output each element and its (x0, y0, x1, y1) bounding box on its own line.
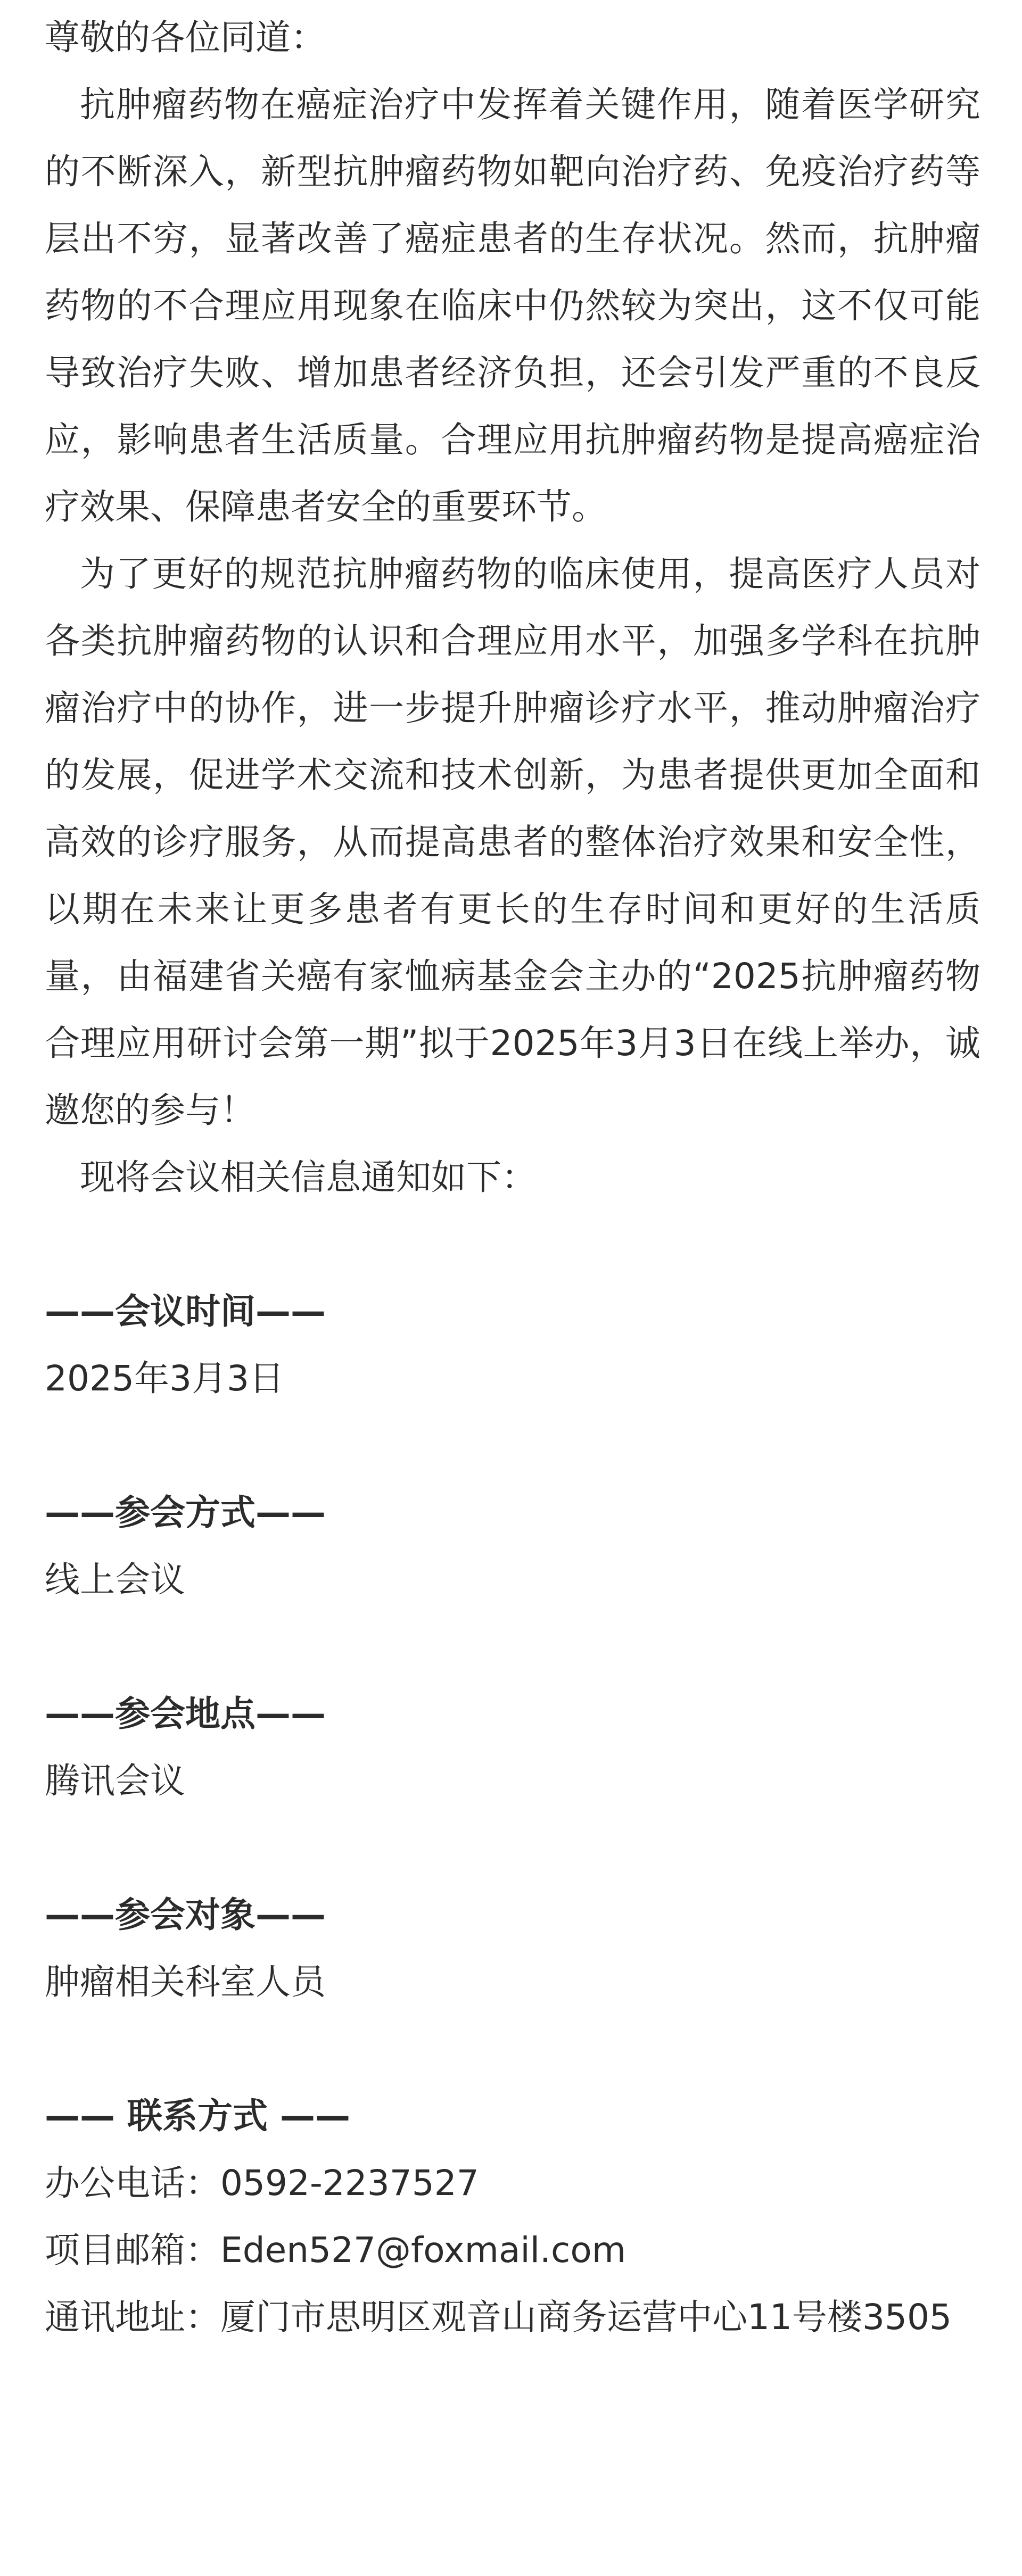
spacer (45, 1815, 980, 1882)
contact-title: —— 联系方式 —— (45, 2095, 350, 2136)
greeting: 尊敬的各位同道： (45, 17, 326, 58)
paragraph-notice: 现将会议相关信息通知如下： (80, 1157, 537, 1198)
paragraph-purpose: 为了更好的规范抗肿瘤药物的临床使用，提高医疗人员对各类抗肿瘤药物的认识和合理应用水平，加强多学科在抗肿瘤治疗中的协作，进一步提升肿瘤诊疗水平，推动肿瘤治疗的发展，促进学术交流和技术创新，为患者提供更加全面和高效的诊疗服务，从而提高患者的整体治疗效果和安全性，以期在未来让更多患者有更长的生存时间和更好的生活质量，由福建省关癌有家恤病基金会主办的“2025抗肿瘤药物合理应用研讨会第一期”拟于2025年3月3日在线上举办，诚邀您的参与！ (45, 553, 980, 1131)
contact-phone: 办公电话：0592-2237527 (45, 2163, 479, 2204)
section-value: 线上会议 (45, 1559, 185, 1600)
contact-address: 通讯地址：厦门市思明区观音山商务运营中心11号楼3505 (45, 2297, 952, 2338)
section-attend-mode (45, 1479, 980, 1613)
section-value: 腾讯会议 (45, 1760, 185, 1801)
spacer (45, 1211, 980, 1278)
paragraph-intro: 抗肿瘤药物在癌症治疗中发挥着关键作用，随着医学研究的不断深入，新型抗肿瘤药物如靶向治疗药、免疫治疗药等层出不穷，显著改善了癌症患者的生存状况。然而，抗肿瘤药物的不合理应用现象在临床中仍然较为突出，这不仅可能导致治疗失败、增加患者经济负担，还会引发严重的不良反应，影响患者生活质量。合理应用抗肿瘤药物是提高癌症治疗效果、保障患者安全的重要环节。 (45, 84, 980, 527)
section-title: ——参会方式—— (45, 1492, 326, 1533)
spacer (45, 1613, 980, 1680)
spacer (45, 2016, 980, 2083)
contact-email: 项目邮箱：Eden527@foxmail.com (45, 2230, 626, 2271)
section-title: ——会议时间—— (45, 1291, 326, 1332)
section-value: 肿瘤相关科室人员 (45, 1961, 326, 2002)
section-location (45, 1680, 980, 1815)
section-audience (45, 1882, 980, 2016)
notice-document (45, 0, 980, 2351)
section-title: ——参会地点—— (45, 1693, 326, 1734)
section-contact (45, 2083, 980, 2351)
spacer (45, 1412, 980, 1479)
section-meeting-time (45, 1278, 980, 1412)
section-value: 2025年3月3日 (45, 1358, 284, 1399)
section-title: ——参会对象—— (45, 1894, 326, 1935)
